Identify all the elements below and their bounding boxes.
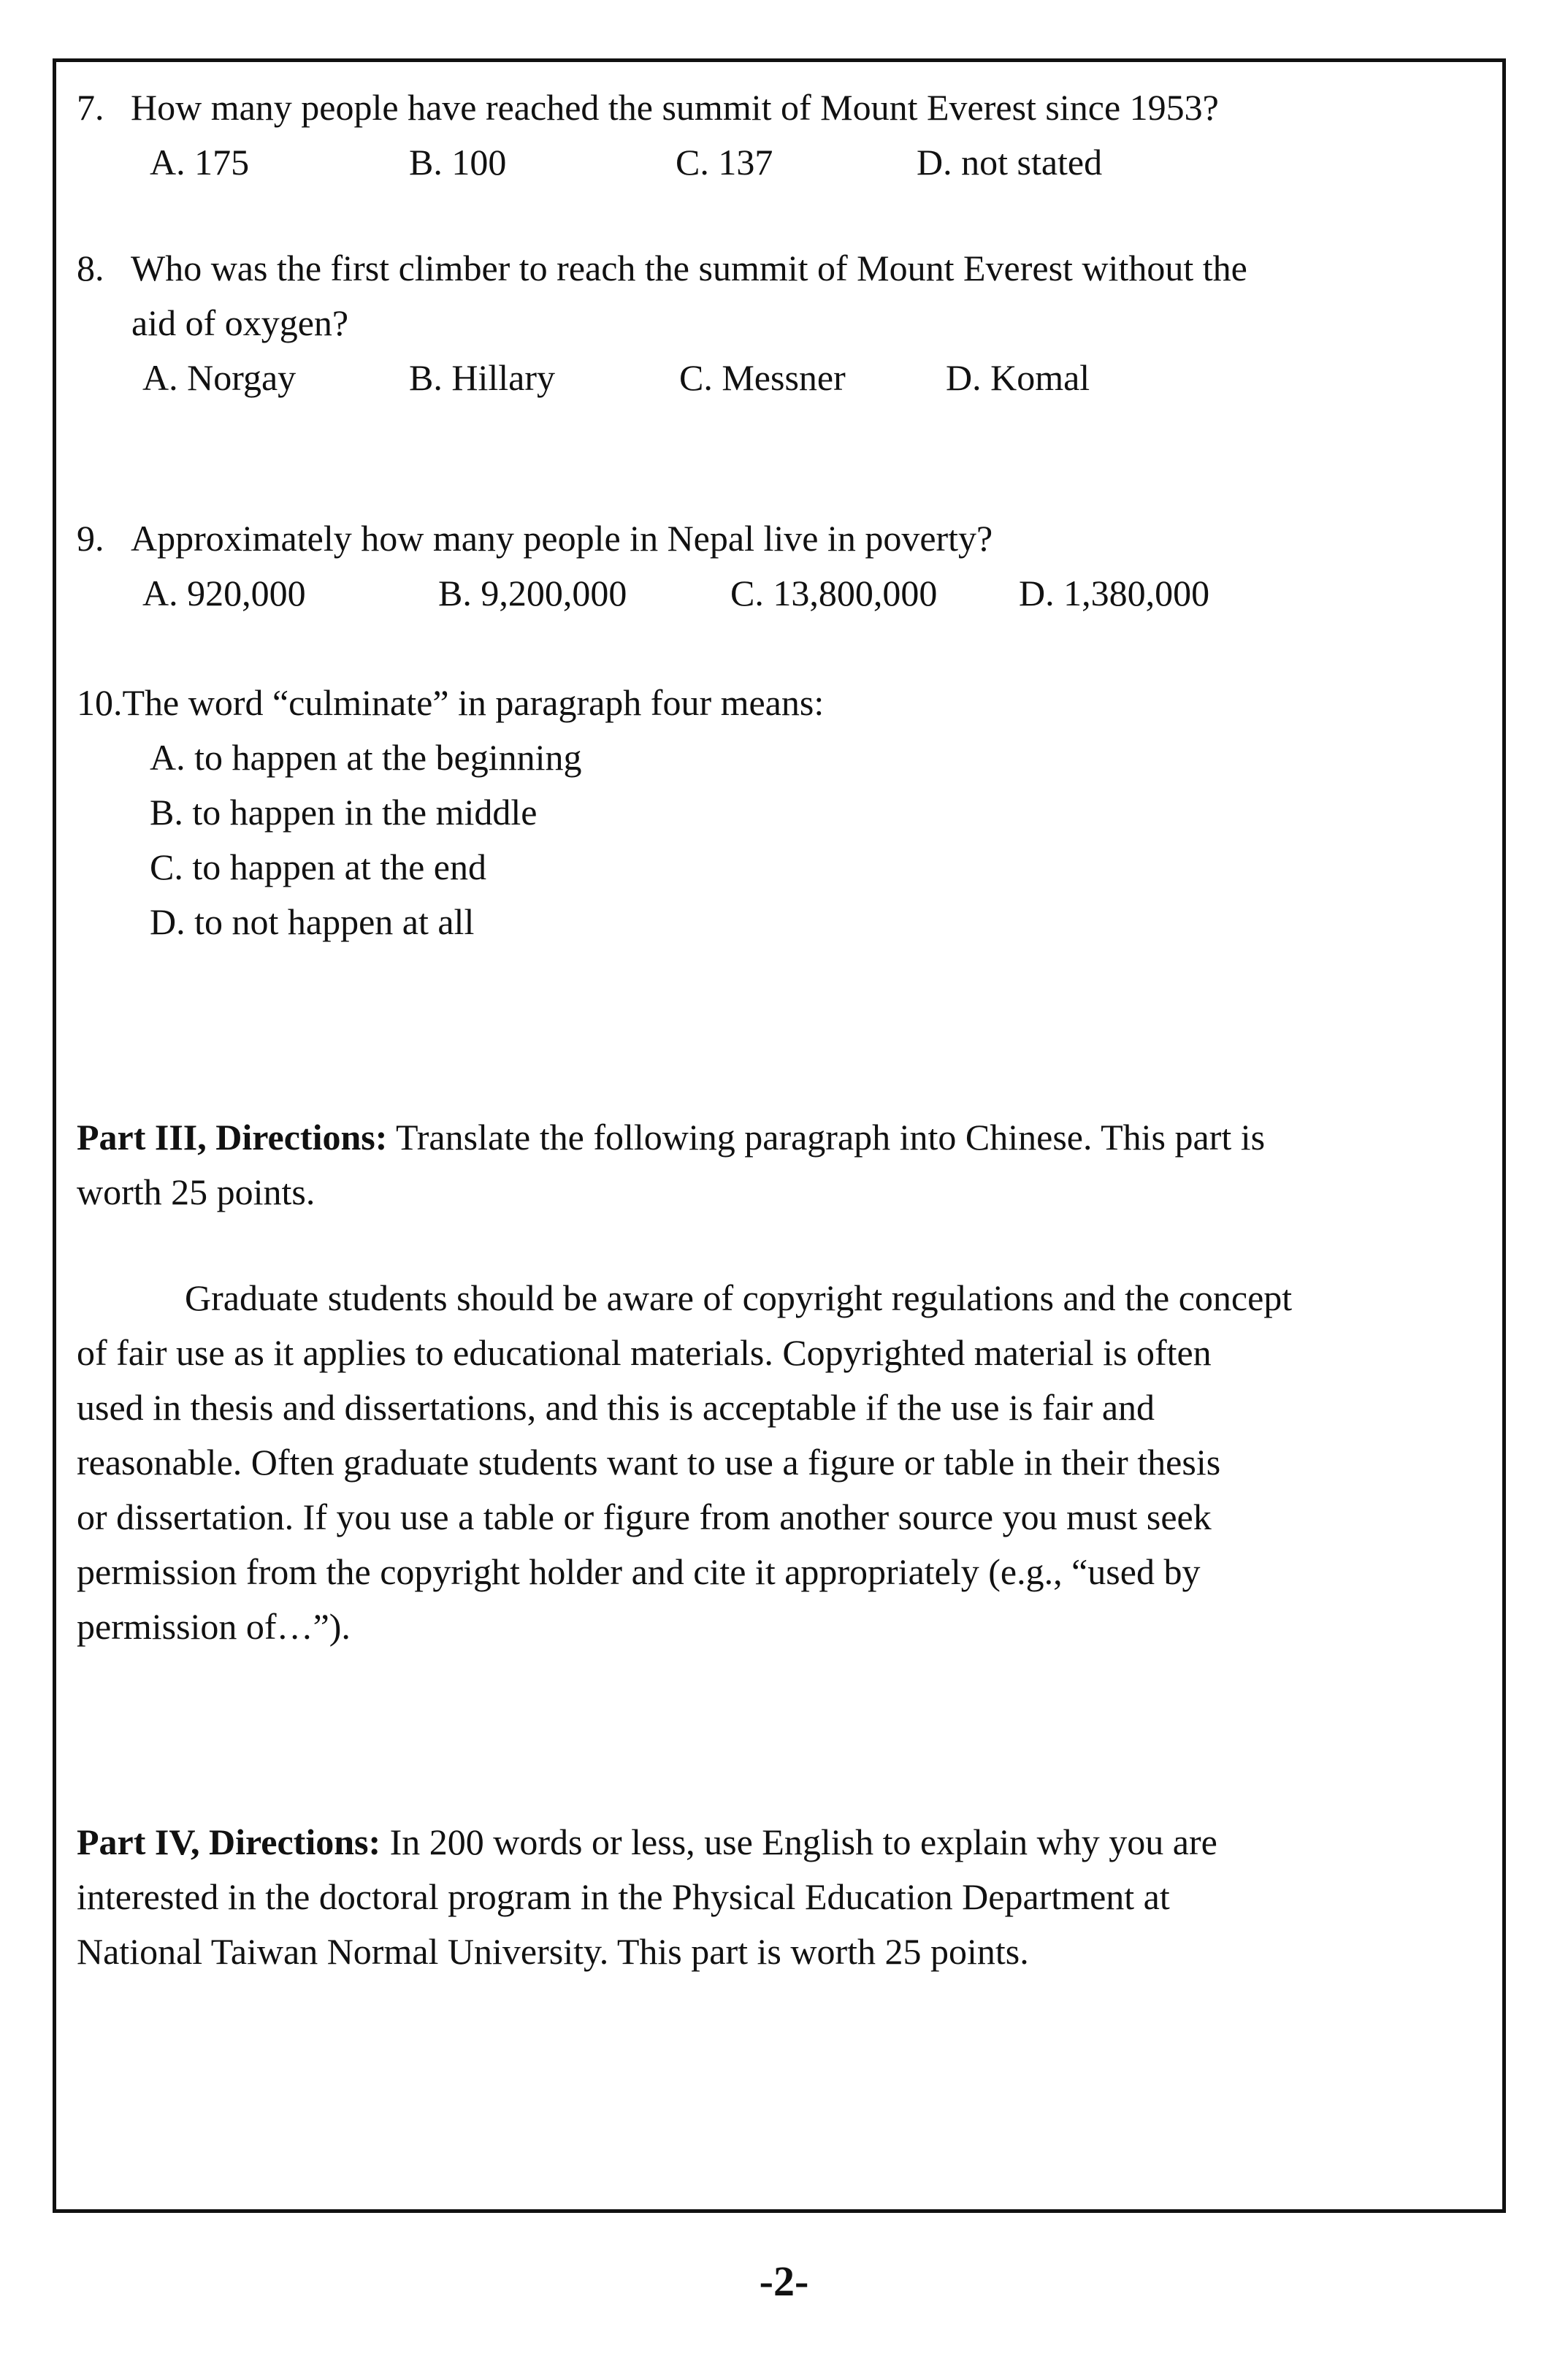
question-number: 8. — [77, 248, 104, 288]
passage-line: of fair use as it applies to educational materials. Copyrighted material is often — [77, 1332, 1212, 1373]
option-d: D. 1,380,000 — [1019, 573, 1210, 613]
question-10-options — [150, 730, 582, 949]
part-4-heading: Part IV, Directions: — [77, 1821, 381, 1862]
question-text: Approximately how many people in Nepal live in poverty? — [131, 518, 993, 559]
question-9-options — [0, 566, 1568, 621]
part-3-directions-line: Translate the following paragraph into Chinese. This part is — [387, 1117, 1266, 1158]
question-8-stem-continued: aid of oxygen? — [131, 302, 349, 343]
passage-line: reasonable. Often graduate students want to use a figure or table in their thesis — [77, 1442, 1221, 1483]
option-d: D. not stated — [917, 142, 1103, 183]
passage-line: or dissertation. If you use a table or figure from another source you must seek — [77, 1496, 1212, 1537]
option-a: A. 175 — [150, 142, 250, 183]
passage-line: Graduate students should be aware of copyright regulations and the concept — [185, 1277, 1293, 1318]
question-7-stem — [77, 80, 1219, 135]
part-4-directions-line: In 200 words or less, use English to explain why you are — [380, 1821, 1217, 1862]
option-c: C. to happen at the end — [150, 846, 486, 887]
part-4-directions — [77, 1815, 1479, 1979]
question-8-options — [0, 351, 1568, 405]
question-text: How many people have reached the summit of Mount Everest since 1953? — [131, 87, 1219, 128]
part-3-heading: Part III, Directions: — [77, 1117, 388, 1158]
option-c: C. 137 — [676, 142, 773, 183]
question-number: 7. — [77, 87, 104, 128]
passage-line: permission of…”). — [77, 1606, 351, 1647]
option-b: B. 100 — [409, 142, 507, 183]
option-a: A. Norgay — [142, 357, 297, 398]
part-3-passage — [77, 1271, 1479, 1654]
option-b: B. 9,200,000 — [438, 573, 627, 613]
part-4-directions-line: National Taiwan Normal University. This part is worth 25 points. — [77, 1931, 1029, 1972]
option-c: C. Messner — [679, 357, 846, 398]
option-b: B. Hillary — [409, 357, 555, 398]
question-text: The word “culminate” in paragraph four means: — [122, 682, 825, 723]
option-c: C. 13,800,000 — [730, 573, 938, 613]
question-8-stem — [77, 241, 1247, 296]
option-b: B. to happen in the middle — [150, 792, 538, 833]
option-d: D. Komal — [946, 357, 1090, 398]
question-9-stem — [77, 511, 993, 566]
option-a: A. to happen at the beginning — [150, 737, 582, 778]
part-3-directions-line: worth 25 points. — [77, 1171, 315, 1212]
question-7-options — [0, 135, 1568, 190]
question-text: Who was the first climber to reach the summit of Mount Everest without the — [131, 248, 1247, 288]
page-number: -2- — [759, 2257, 809, 2305]
question-number: 9. — [77, 518, 104, 559]
option-d: D. to not happen at all — [150, 901, 475, 942]
passage-line: permission from the copyright holder and cite it appropriately (e.g., “used by — [77, 1551, 1201, 1592]
passage-line: used in thesis and dissertations, and this is acceptable if the use is fair and — [77, 1387, 1155, 1428]
question-number: 10. — [77, 682, 123, 723]
part-3-directions — [77, 1110, 1479, 1220]
question-10-stem — [77, 676, 824, 730]
part-4-directions-line: interested in the doctoral program in the Physical Education Department at — [77, 1876, 1170, 1917]
option-a: A. 920,000 — [142, 573, 306, 613]
